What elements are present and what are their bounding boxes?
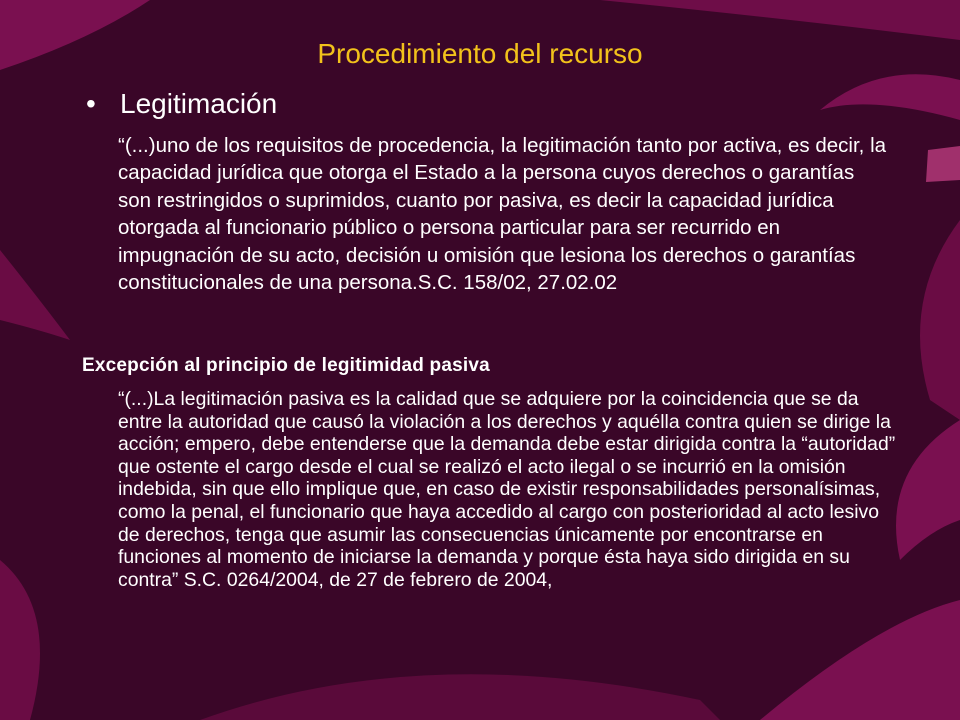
quote-legitimidad-pasiva: “(...)La legitimación pasiva es la calidad que se adquiere por la coincidencia que se da entre la autoridad que causó la violación a los derechos y aquélla contra quien se dirige la acción; empero, debe entenderse que la demanda debe estar dirigida contra la “autoridad” que ostente el cargo desde el cual se realizó el acto ilegal o se incurrió en la omisión indebida, sin que ello implique que, en caso de existir responsabilidades personalísimas, como la penal, el funcionario que haya accedido al cargo con posterioridad al acto lesivo de derechos, tenga que asumir las consecuencias únicamente por encontrarse en funciones al momento de iniciarse la demanda y porque ésta haya sido dirigida en su contra” S.C. 0264/2004, de 27 de febrero de 2004, bbox=[118, 388, 896, 591]
bullet-dot: • bbox=[86, 88, 96, 119]
bullet-label: Legitimación bbox=[120, 88, 278, 119]
slide-title: Procedimiento del recurso bbox=[317, 38, 643, 69]
ribbon-right-accent bbox=[926, 146, 960, 182]
quote-legitimacion: “(...)uno de los requisitos de procedencia, la legitimación tanto por activa, es decir, la capacidad jurídica que otorga el Estado a la persona cuyos derechos o garantías son restringidos o suprimidos, cuanto por pasiva, es decir la capacidad jurídica otorgada al funcionario público o persona particular para ser recurrido en impugnación de su acto, decisión u omisión que lesiona los derechos o garantías constitucionales de una persona.S.C. 158/02, 27.02.02 bbox=[118, 134, 887, 295]
section-heading: Excepción al principio de legitimidad pasiva bbox=[82, 355, 490, 376]
bullet-legitimacion bbox=[86, 88, 277, 120]
